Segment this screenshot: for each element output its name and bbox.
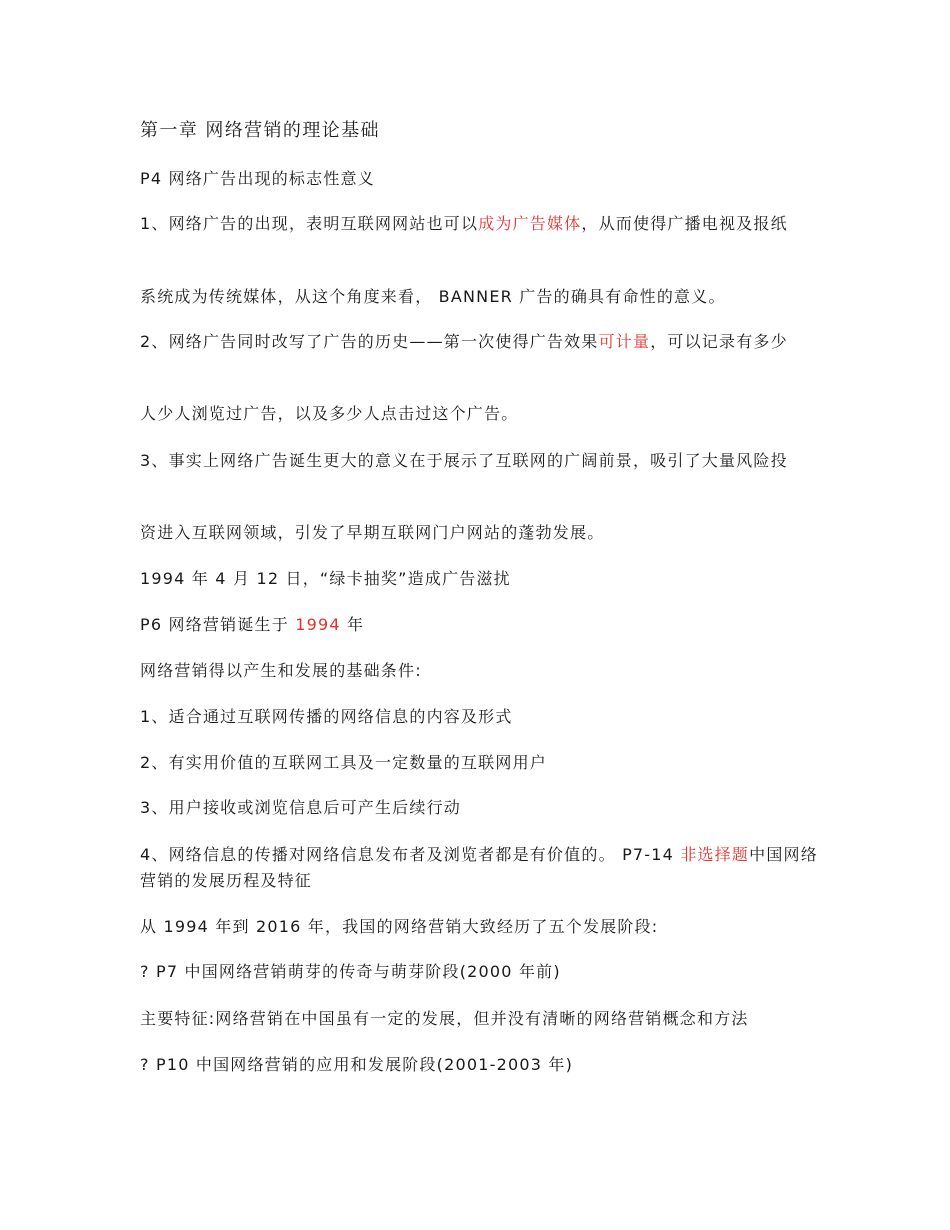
basis-item-3: 3、用户接收或浏览信息后可产生后续行动 xyxy=(140,798,461,817)
date-line: 1994 年 4 月 12 日，“绿卡抽奖”造成广告滋扰 xyxy=(140,569,511,588)
text-run: ，可以记录有多少 xyxy=(650,332,788,351)
basis-item-4 xyxy=(140,842,820,894)
basis-item-1: 1、适合通过互联网传播的网络信息的内容及形式 xyxy=(140,707,513,726)
paragraph-item2 xyxy=(140,329,820,355)
stages-intro: 从 1994 年到 2016 年，我国的网络营销大致经历了五个发展阶段: xyxy=(140,917,659,936)
basis-item-2: 2、有实用价值的互联网工具及一定数量的互联网用户 xyxy=(140,753,547,772)
paragraph-item3: 3、事实上网络广告诞生更大的意义在于展示了互联网的广阔前景，吸引了大量风险投 xyxy=(140,451,788,470)
section-heading-p4: P4 网络广告出现的标志性意义 xyxy=(140,169,375,188)
text-run: ，从而使得广播电视及报纸 xyxy=(581,214,788,233)
highlight-text: 非选择题 xyxy=(680,845,750,864)
paragraph-item2-cont: 人少人浏览过广告，以及多少人点击过这个广告。 xyxy=(140,404,519,423)
text-run: 年 xyxy=(340,615,365,634)
text-run: 1、网络广告的出现，表明互联网网站也可以 xyxy=(140,214,479,233)
highlight-text: 成为广告媒体 xyxy=(478,214,582,233)
paragraph-p6 xyxy=(140,612,820,638)
text-run: 4、网络信息的传播对网络信息发布者及浏览者都是有价值的。 P7-14 xyxy=(140,845,681,864)
text-run: 2、网络广告同时改写了广告的历史——第一次使得广告效果 xyxy=(140,332,599,351)
stage-1-feature: 主要特征:网络营销在中国虽有一定的发展，但并没有清晰的网络营销概念和方法 xyxy=(140,1009,749,1028)
highlight-text: 1994 xyxy=(295,615,341,634)
highlight-text: 可计量 xyxy=(598,332,651,351)
paragraph-item1 xyxy=(140,211,820,237)
paragraph-item1-cont: 系统成为传统媒体，从这个角度来看， BANNER 广告的确具有命性的意义。 xyxy=(140,287,726,306)
stage-1-heading: ? P7 中国网络营销萌芽的传奇与萌芽阶段(2000 年前) xyxy=(140,962,561,981)
text-run: P6 网络营销诞生于 xyxy=(140,615,296,634)
basis-heading: 网络营销得以产生和发展的基础条件: xyxy=(140,661,422,680)
text-run: 中国网络营销的发展历程及特征 xyxy=(140,845,818,890)
paragraph-item3-cont: 资进入互联网领域，引发了早期互联网门户网站的蓬勃发展。 xyxy=(140,523,605,542)
chapter-title: 第一章 网络营销的理论基础 xyxy=(140,120,380,141)
stage-2-heading: ? P10 中国网络营销的应用和发展阶段(2001-2003 年) xyxy=(140,1055,574,1074)
